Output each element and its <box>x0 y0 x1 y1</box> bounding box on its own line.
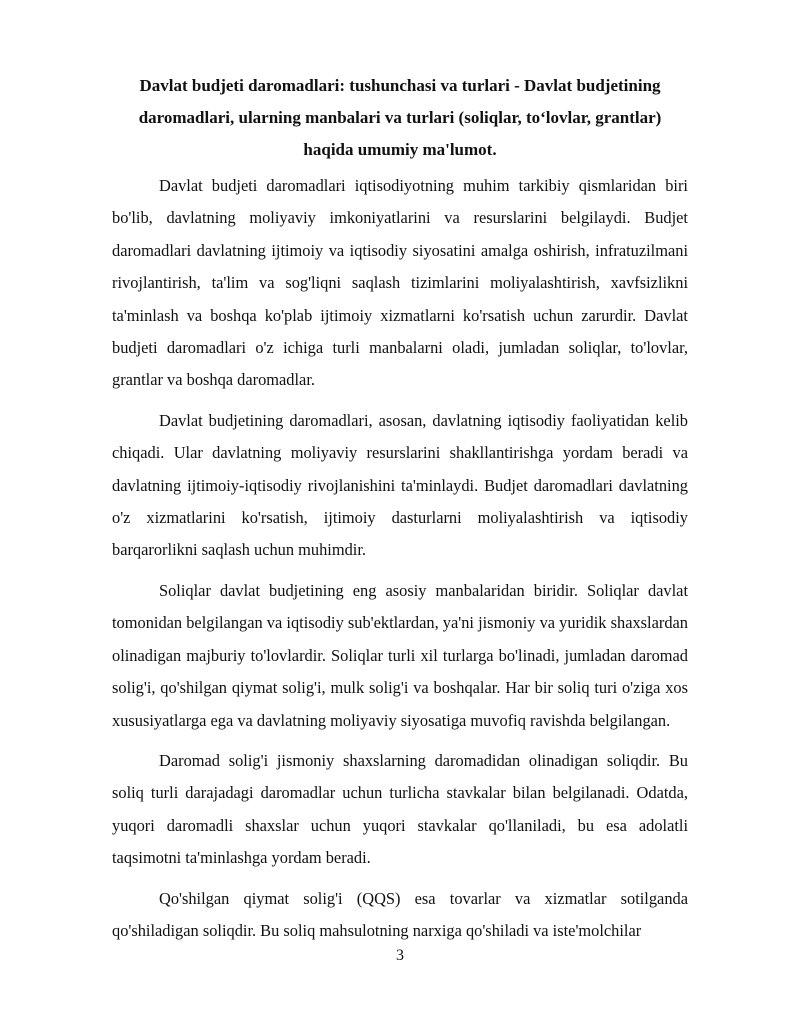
paragraph-5: Qo'shilgan qiymat solig'i (QQS) esa tovarlar va xizmatlar sotilganda qo'shiladigan soliqdir. Bu soliq mahsulotning narxiga qo'shiladi va iste'molchilar <box>112 888 688 940</box>
document-title: Davlat budjeti daromadlari: tushunchasi va turlari - Davlat budjetining daromadlari, ularning manbalari va turlari (soliqlar, to‘lovlar, grantlar) haqida umumiy ma'lumot. <box>138 76 662 159</box>
document-body <box>112 170 688 955</box>
paragraph-4: Daromad solig'i jismoniy shaxslarning daromadidan olinadigan soliqdir. Bu soliq turli darajadagi daromadlar uchun turlicha stavkalar bilan belgilanadi. Odatda, yuqori daromadli shaxslar uchun yuqori stavkalar qo'llaniladi, bu esa adolatli taqsimotni ta'minlashga yordam beradi. <box>112 750 688 868</box>
page-number: 3 <box>396 947 404 964</box>
paragraph-2: Davlat budjetining daromadlari, asosan, davlatning iqtisodiy faoliyatidan kelib chiqadi. Ular davlatning moliyaviy resurslarini shakllantirishga yordam beradi va davlatning ijtimoiy-iqtisodiy rivojlanishini ta'minlaydi. Budjet daromadlari davlatning o'z xizmatlarini ko'rsatish, ijtimoiy dasturlarni moliyalashtirish va iqtisodiy barqarorlikni saqlash uchun muhimdir. <box>112 410 688 560</box>
paragraph-1: Davlat budjeti daromadlari iqtisodiyotning muhim tarkibiy qismlaridan biri bo'lib, davlatning moliyaviy imkoniyatlarini va resurslarini belgilaydi. Budjet daromadlari davlatning ijtimoiy va iqtisodiy siyosatini amalga oshirish, infratuzilmani rivojlantirish, ta'lim va sog'liqni saqlash tizimlarini moliyalashtirish, xavfsizlikni ta'minlash va boshqa ko'plab ijtimoiy xizmatlarni ko'rsatish uchun zarurdir. Davlat budjeti daromadlari o'z ichiga turli manbalarni oladi, jumladan soliqlar, to'lovlar, grantlar va boshqa daromadlar. <box>112 176 688 390</box>
paragraph-3: Soliqlar davlat budjetining eng asosiy manbalaridan biridir. Soliqlar davlat tomonidan belgilangan va iqtisodiy sub'ektlardan, ya'ni jismoniy va yuridik shaxslardan olinadigan majburiy to'lovlardir. Soliqlar turli xil turlarga bo'linadi, jumladan daromad solig'i, qo'shilgan qiymat solig'i, mulk solig'i va boshqalar. Har bir soliq turi o'ziga xos xususiyatlarga ega va davlatning moliyaviy siyosatiga muvofiq ravishda belgilangan. <box>112 580 688 730</box>
